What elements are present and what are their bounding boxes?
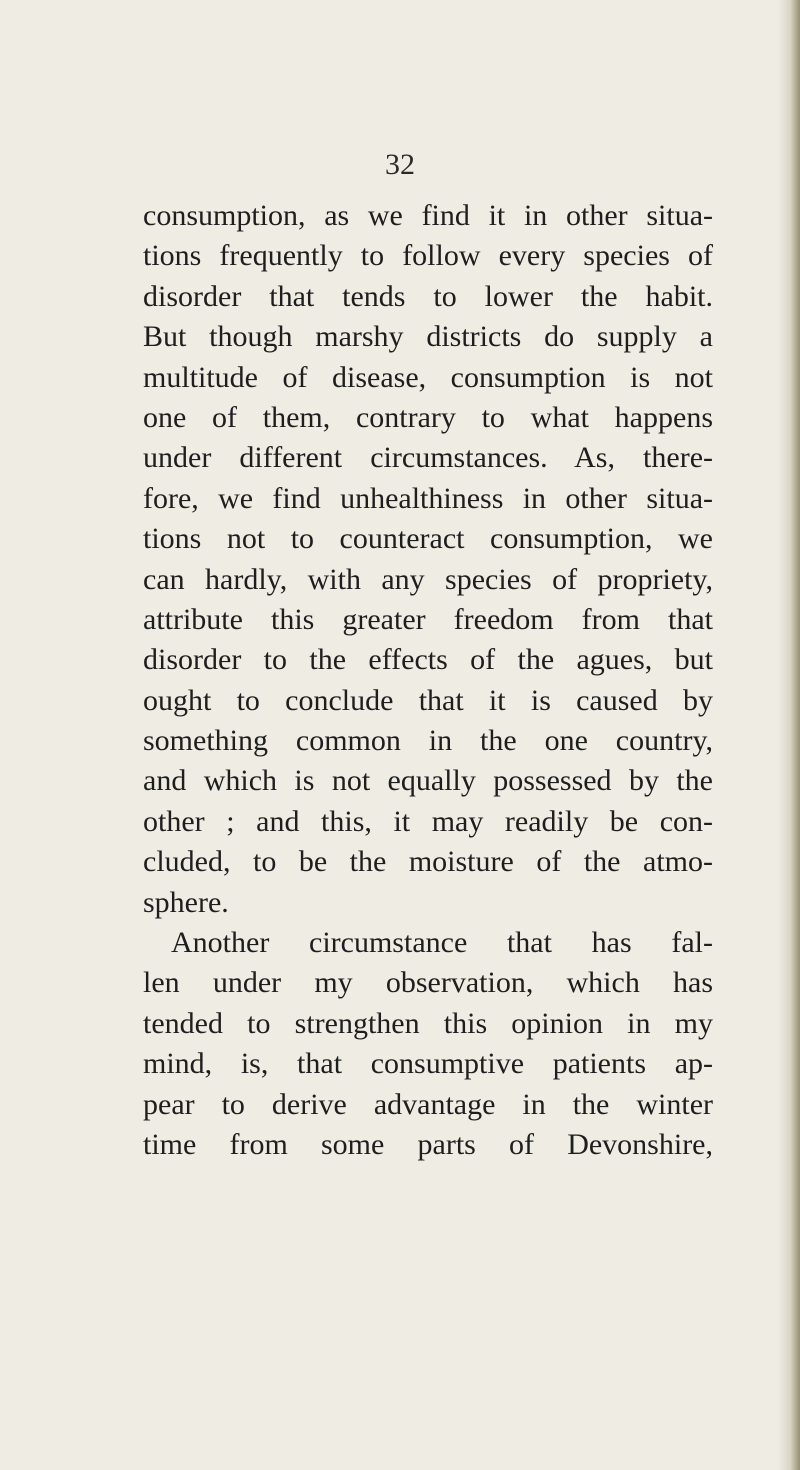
text-line: attribute this greater freedom from that — [143, 602, 713, 636]
text-line: pear to derive advantage in the winter — [143, 1087, 713, 1121]
text-line: tended to strengthen this opinion in my — [143, 1006, 713, 1040]
text-line: cluded, to be the moisture of the atmo- — [143, 845, 713, 879]
text-line: Another circumstance that has fal- — [171, 926, 713, 960]
text-line: one of them, contrary to what happens — [143, 400, 713, 434]
text-line: len under my observation, which has — [143, 966, 713, 1000]
text-line: consumption, as we find it in other situa- — [143, 199, 713, 232]
text-line: can hardly, with any species of propriety, — [143, 562, 713, 596]
page-number: 32 — [385, 148, 415, 181]
text-line: But though marshy districts do supply a — [143, 320, 713, 354]
text-line: sphere. — [143, 885, 229, 919]
text-line: tions frequently to follow every species of — [143, 239, 713, 273]
text-line: time from some parts of Devonshire, — [143, 1127, 713, 1161]
text-line: and which is not equally possessed by the — [143, 764, 713, 798]
page-edge-shadow — [778, 0, 800, 1470]
text-line: fore, we find unhealthiness in other situa- — [143, 481, 713, 515]
text-line: tions not to counteract consumption, we — [143, 522, 713, 556]
text-line: ought to conclude that it is caused by — [143, 683, 713, 717]
text-line: under different circumstances. As, there- — [143, 441, 713, 475]
text-line: disorder to the effects of the agues, but — [143, 643, 713, 677]
body-text — [143, 196, 713, 1165]
text-line: multitude of disease, consumption is not — [143, 360, 713, 394]
text-line: other ; and this, it may readily be con- — [143, 804, 713, 838]
text-line: something common in the one country, — [143, 724, 713, 758]
text-line: mind, is, that consumptive patients ap- — [143, 1047, 713, 1081]
text-line: disorder that tends to lower the habit. — [143, 279, 713, 313]
